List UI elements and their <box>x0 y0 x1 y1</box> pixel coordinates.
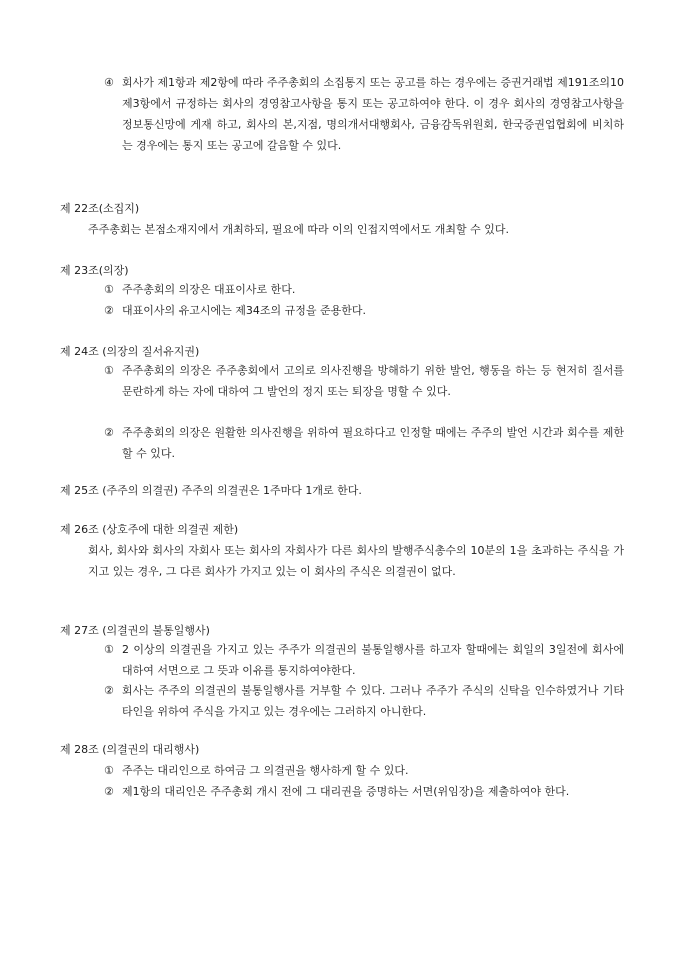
item-number: ① <box>104 364 114 377</box>
item-text: 회사는 주주의 의결권의 불통일행사를 거부할 수 있다. 그러나 주주가 주식의 신탁을 인수하였거나 기타 타인을 위하여 주식을 가지고 있는 경우에는 그러하지 아니한다. <box>122 684 624 718</box>
article-23-item-2 <box>104 300 624 321</box>
article-23-item-1 <box>104 279 624 300</box>
article-23-title: 제 23조(의장) <box>60 264 129 277</box>
item-number: ② <box>104 304 114 317</box>
item-number: ② <box>104 684 114 697</box>
item-number: ② <box>104 785 114 798</box>
item-text: 2 이상의 의결권을 가지고 있는 주주가 의결권의 불통일행사를 하고자 할때에는 회일의 3일전에 회사에 대하여 서면으로 그 뜻과 이유를 통지하여야한다. <box>122 643 624 677</box>
item-text: 주주총회의 의장은 원활한 의사진행을 위하여 필요하다고 인정할 때에는 주주의 발언 시간과 회수를 제한할 수 있다. <box>122 426 624 460</box>
item-number: ① <box>104 283 114 296</box>
article-24-item-1 <box>104 360 624 402</box>
article-24-title: 제 24조 (의장의 질서유지권) <box>60 345 200 358</box>
item-text: 주주총회의 의장은 대표이사로 한다. <box>122 283 296 296</box>
article-28-item-2 <box>104 781 624 802</box>
article-21-item-4 <box>104 72 624 156</box>
item-number: ① <box>104 643 114 656</box>
item-text: 주주는 대리인으로 하여금 그 의결권을 행사하게 할 수 있다. <box>122 764 409 777</box>
item-text: 주주총회의 의장은 주주총회에서 고의로 의사진행을 방해하기 위한 발언, 행동을 하는 등 현저히 질서를 문란하게 하는 자에 대하여 그 발언의 정지 또는 퇴장을 명할 수 있다. <box>122 364 624 398</box>
item-number: ② <box>104 426 114 439</box>
item-text: 회사가 제1항과 제2항에 따라 주주총회의 소집통지 또는 공고를 하는 경우에는 증권거래법 제191조의10 제3항에서 규정하는 회사의 경영참고사항을 통지 또는 공고하여야 한다. 이 경우 회사의 경영참고사항을 정보통신망에 게재 하고, 회사의 본,지점, 명의개서대행회사, 금융감독위원회, 한국증권업협회에 비치하는 경우에는 통지 또는 공고에 갈음할 수 있다. <box>122 76 624 152</box>
article-25-title: 제 25조 (주주의 의결권) 주주의 의결권은 1주마다 1개로 한다. <box>60 484 362 497</box>
article-26-text: 회사, 회사와 회사의 자회사 또는 회사의 자회사가 다른 회사의 발행주식총수의 10분의 1을 초과하는 주식을 가지고 있는 경우, 그 다른 회사가 가지고 있는 이 회사의 주식은 의결권이 없다. <box>88 544 624 578</box>
article-24-item-2 <box>104 422 624 464</box>
article-22-text: 주주총회는 본점소재지에서 개최하되, 필요에 따라 이의 인접지역에서도 개최할 수 있다. <box>88 223 509 236</box>
article-28-title: 제 28조 (의결권의 대리행사) <box>60 743 200 756</box>
article-26-title: 제 26조 (상호주에 대한 의결권 제한) <box>60 523 239 536</box>
article-28-item-1 <box>104 760 624 781</box>
item-text: 대표이사의 유고시에는 제34조의 규정을 준용한다. <box>122 304 366 317</box>
item-number: ④ <box>104 76 114 89</box>
article-27-item-2 <box>104 680 624 722</box>
article-22-title: 제 22조(소집지) <box>60 202 140 215</box>
item-text: 제1항의 대리인은 주주총회 개시 전에 그 대리권을 증명하는 서면(위임장)을 제출하여야 한다. <box>122 785 570 798</box>
item-number: ① <box>104 764 114 777</box>
article-27-title: 제 27조 (의결권의 불통일행사) <box>60 624 210 637</box>
article-27-item-1 <box>104 639 624 681</box>
